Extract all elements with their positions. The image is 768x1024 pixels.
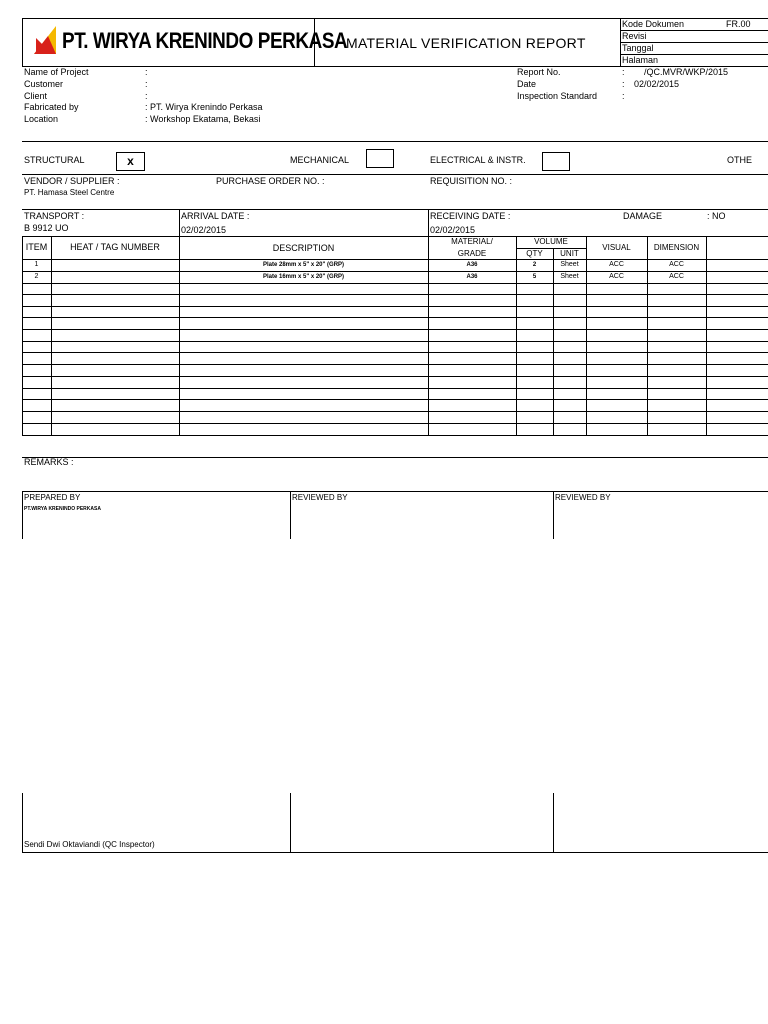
location-label: Location xyxy=(24,114,59,124)
client-label: Client xyxy=(24,91,48,101)
kode-label: Kode Dokumen xyxy=(622,19,685,29)
electrical-label: ELECTRICAL & INSTR. xyxy=(430,155,526,165)
header-unit: UNIT xyxy=(560,249,579,258)
prepared-company: PT.WIRYA KRENINDO PERKASA xyxy=(24,506,101,512)
fabricated-value: : PT. Wirya Krenindo Perkasa xyxy=(145,102,263,112)
po-label: PURCHASE ORDER NO. : xyxy=(216,176,325,186)
row-description: Plate 28mm x 5" x 20" (GRP) xyxy=(262,262,345,268)
company-logo xyxy=(32,24,58,56)
row-unit: Sheet xyxy=(560,261,579,268)
row-item: 1 xyxy=(34,261,39,268)
damage-label: DAMAGE xyxy=(623,211,663,221)
document-title: MATERIAL VERIFICATION REPORT xyxy=(346,35,586,51)
row-grade: A36 xyxy=(466,262,478,268)
structural-check-mark: x xyxy=(127,154,134,168)
tanggal-label: Tanggal xyxy=(622,43,654,53)
header-volume: VOLUME xyxy=(534,237,568,246)
header-description: DESCRIPTION xyxy=(272,243,335,253)
row-qty: 5 xyxy=(532,274,537,280)
structural-label: STRUCTURAL xyxy=(24,155,85,165)
client-colon: : xyxy=(145,91,148,101)
receiving-value: 02/02/2015 xyxy=(430,225,476,235)
electrical-checkbox[interactable] xyxy=(542,152,570,171)
row-dimension: ACC xyxy=(669,261,684,268)
row-visual: ACC xyxy=(609,273,624,280)
report-no-colon: : xyxy=(622,67,625,77)
row-qty: 2 xyxy=(532,262,537,268)
damage-value: : NO xyxy=(707,211,726,221)
date-value: 02/02/2015 xyxy=(634,79,680,89)
header-item: ITEM xyxy=(25,242,48,252)
customer-colon: : xyxy=(145,79,148,89)
arrival-label: ARRIVAL DATE : xyxy=(181,211,250,221)
reviewed-by-label-2: REVIEWED BY xyxy=(555,493,611,502)
customer-label: Customer xyxy=(24,79,64,89)
row-grade: A36 xyxy=(466,274,478,280)
date-colon: : xyxy=(622,79,625,89)
fabricated-label: Fabricated by xyxy=(24,102,79,112)
row-dimension: ACC xyxy=(669,273,684,280)
logo-mark-icon xyxy=(32,24,58,56)
project-name-colon: : xyxy=(145,67,148,77)
header-heat: HEAT / TAG NUMBER xyxy=(70,242,160,252)
row-visual: ACC xyxy=(609,261,624,268)
mechanical-checkbox[interactable] xyxy=(366,149,394,168)
revisi-label: Revisi xyxy=(622,31,647,41)
receiving-label: RECEIVING DATE : xyxy=(430,211,511,221)
header-grade: GRADE xyxy=(457,249,487,258)
row-item: 2 xyxy=(34,273,39,280)
project-name-label: Name of Project xyxy=(24,67,89,77)
row-unit: Sheet xyxy=(560,273,579,280)
header-visual: VISUAL xyxy=(602,243,631,252)
structural-checkbox[interactable] xyxy=(116,152,145,171)
standard-label: Inspection Standard xyxy=(517,91,598,101)
reviewed-by-label-1: REVIEWED BY xyxy=(292,493,348,502)
date-label: Date xyxy=(517,79,537,89)
transport-label: TRANSPORT : xyxy=(24,211,85,221)
company-name: PT. WIRYA KRENINDO PERKASA xyxy=(62,28,348,53)
inspector-name: Sendi Dwi Oktaviandi (QC Inspector) xyxy=(24,840,155,849)
header-dimension: DIMENSION xyxy=(653,243,700,252)
mechanical-label: MECHANICAL xyxy=(290,155,350,165)
vendor-label: VENDOR / SUPPLIER : xyxy=(24,176,120,186)
header-material: MATERIAL/ xyxy=(451,237,493,246)
transport-value: B 9912 UO xyxy=(24,223,69,233)
prepared-by-label: PREPARED BY xyxy=(24,493,81,502)
halaman-label: Halaman xyxy=(622,55,659,65)
standard-colon: : xyxy=(622,91,625,101)
kode-value: FR.00 xyxy=(726,19,751,29)
header-qty: QTY xyxy=(526,249,543,258)
report-no-label: Report No. xyxy=(517,67,561,77)
other-label: OTHE xyxy=(727,155,753,165)
vendor-value: PT. Hamasa Steel Centre xyxy=(24,188,115,197)
req-label: REQUISITION NO. : xyxy=(430,176,513,186)
row-description: Plate 16mm x 5" x 20" (GRP) xyxy=(262,274,345,280)
remarks-label: REMARKS : xyxy=(24,457,74,467)
arrival-value: 02/02/2015 xyxy=(181,225,227,235)
report-no-value: /QC.MVR/WKP/2015 xyxy=(644,67,729,77)
location-value: : Workshop Ekatama, Bekasi xyxy=(145,114,261,124)
